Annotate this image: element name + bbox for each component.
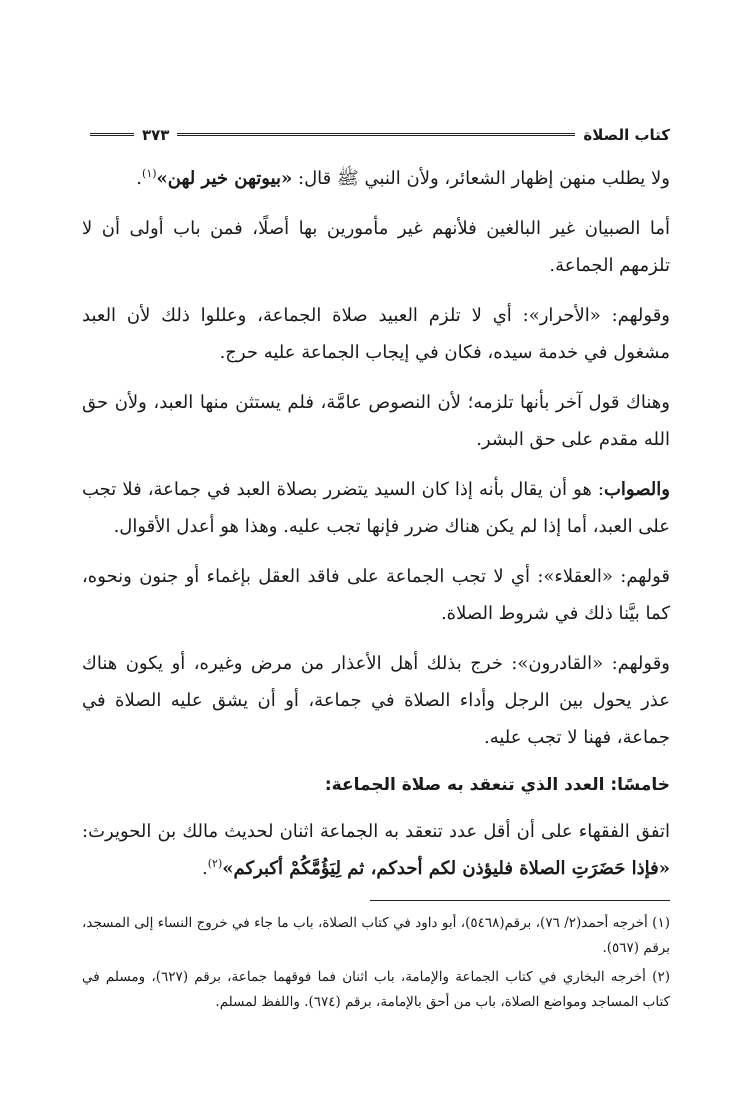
paragraph-5: والصواب: هو أن يقال بأنه إذا كان السيد يتضرر بصلاة العبد في جماعة، فلا تجب على العبد، أما إذا لم يكن هناك ضرر فإنها تجب عليه. وهذا هو أعدل الأقوال. <box>82 479 670 537</box>
hadith-quote-2: «فإذا حَضَرَتِ الصلاة فليؤذن لكم أحدكم، ثم لِيَؤُمَّكُمْ أكبركم» <box>222 858 670 879</box>
page-number: ٣٧٣ <box>142 126 170 144</box>
footnote-ref-1[interactable]: (١) <box>142 167 157 180</box>
paragraph-3: وقولهم: «الأحرار»: أي لا تلزم العبيد صلاة الجماعة، وعللوا ذلك لأن العبد مشغول في خدمة سيده، فكان في إيجاب الجماعة عليه حرج. <box>82 305 670 363</box>
page <box>82 120 670 1019</box>
section-subheading: خامسًا: العدد الذي تنعقد به صلاة الجماعة: <box>324 775 670 795</box>
paragraph-4: وهناك قول آخر بأنها تلزمه؛ لأن النصوص عامَّة، فلم يستثن منها العبد، ولأن حق الله مقدم على حق البشر. <box>82 392 670 450</box>
bold-lead: والصواب <box>603 479 670 500</box>
footnotes <box>82 911 670 1015</box>
running-header <box>82 120 670 150</box>
paragraph-8: اتفق الفقهاء على أن أقل عدد تنعقد به الجماعة اثنان لحديث مالك بن الحويرث: «فإذا حَضَرَتِ الصلاة فليؤذن لكم أحدكم، ثم لِيَؤُمَّكُمْ أكبركم»$^{(٢)}$. <box>82 821 670 879</box>
paragraph-2: أما الصبيان غير البالغين فلأنهم غير مأمورين بها أصلًا، فمن باب أولى أن لا تلزمهم الجماعة. <box>82 218 670 276</box>
hadith-quote: «بيوتهن خير لهن» <box>156 168 293 189</box>
footnote-ref-2[interactable]: (٢) <box>207 857 223 870</box>
paragraph-1: ولا يطلب منهن إظهار الشعائر، ولأن النبي ﷺ قال: «بيوتهن خير لهن»$^{(١)}$. <box>136 167 670 189</box>
footnote-1: (١) أخرجه أحمد(٢/ ٧٦)، برقم(٥٤٦٨)، أبو داود في كتاب الصلاة، باب ما جاء في خروج النساء إلى المسجد، برقم (٥٦٧). <box>82 915 670 956</box>
header-rule <box>177 133 575 138</box>
footnote-2: (٢) أخرجه البخاري في كتاب الجماعة والإمامة، باب اثنان فما فوقهما جماعة، برقم (٦٢٧)، ومسلم في كتاب المساجد ومواضع الصلاة، باب من أحق بالإمامة، برقم (٦٧٤). واللفظ لمسلم. <box>82 969 670 1010</box>
main-text <box>82 160 670 887</box>
footnote-separator <box>370 900 670 901</box>
header-rule-short <box>90 133 134 138</box>
paragraph-6: قولهم: «العقلاء»: أي لا تجب الجماعة على فاقد العقل بإغماء أو جنون ونحوه، كما بيَّنا ذلك في شروط الصلاة. <box>82 566 670 624</box>
paragraph-7: وقولهم: «القادرون»: خرج بذلك أهل الأعذار من مرض وغيره، أو يكون هناك عذر يحول بين الرجل وأداء الصلاة في جماعة، أو أن يشق عليه الصلاة في جماعة، فهنا لا تجب عليه. <box>82 653 670 748</box>
book-title: كتاب الصلاة <box>583 126 670 144</box>
